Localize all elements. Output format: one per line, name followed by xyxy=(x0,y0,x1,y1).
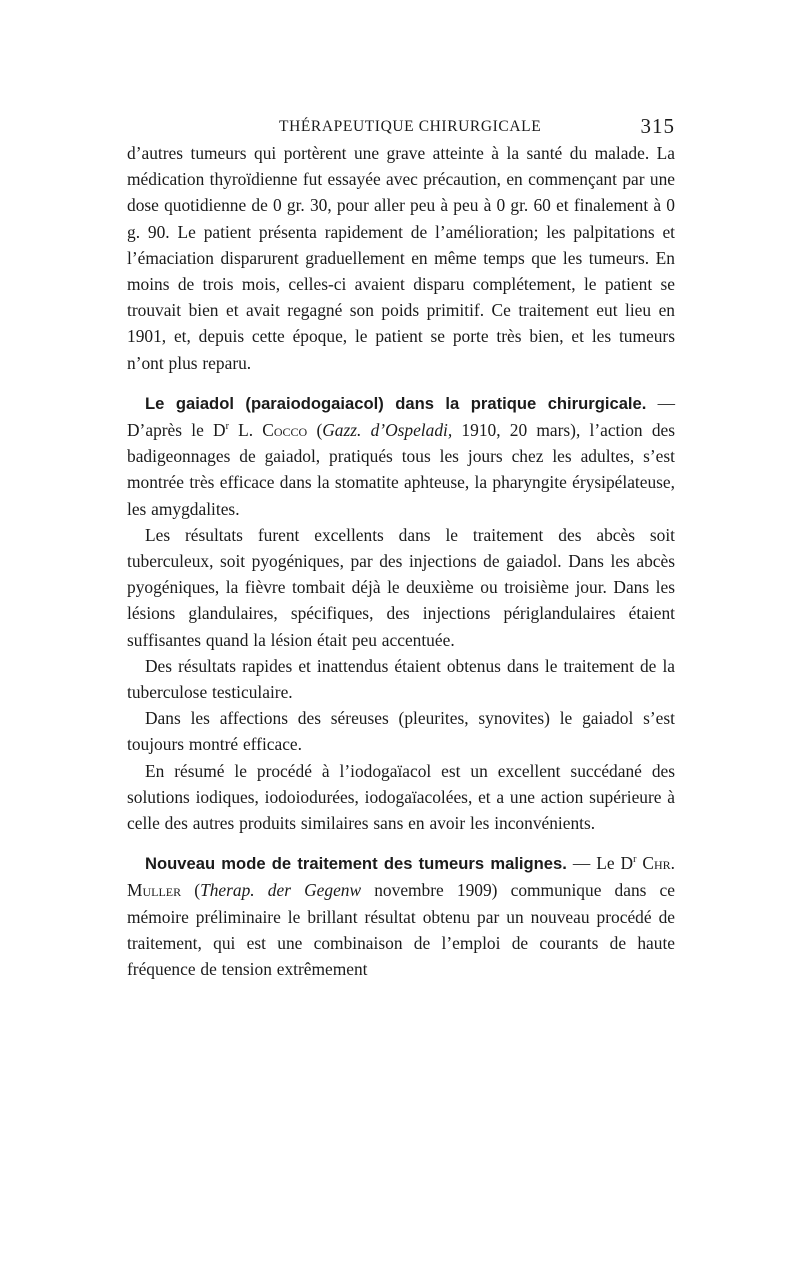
title-dash: — xyxy=(646,392,675,413)
journal-title: Therap. der Gegenw xyxy=(200,880,362,901)
book-page xyxy=(127,106,675,982)
paragraph-sereuses: Dans les affections des séreuses (pleurites, synovites) le gaiadol s’est toujours montré efficace. xyxy=(127,708,675,755)
section-gaiadol-intro xyxy=(127,390,675,522)
dr-superscript: r xyxy=(225,421,229,433)
paragraph-resume: En résumé le procédé à l’iodogaïacol est un excellent succédané des solutions iodiques, iodoiodurées, iodogaïacolées, et a une action supérieure à celle des autres produits similaires sans en avoir les inconvénients. xyxy=(127,760,675,834)
title-dash: — xyxy=(566,853,597,874)
reference-open: ( xyxy=(307,420,323,441)
running-title: THÉRAPEUTIQUE CHIRURGICALE xyxy=(279,118,542,135)
author-name: Chr. Muller xyxy=(127,853,676,901)
intro-text: Le D xyxy=(596,853,634,874)
paragraph-continued: d’autres tumeurs qui portèrent une grave atteinte à la santé du malade. La médication thyroïdienne fut essayée avec précaution, en commençant par une dose quotidienne de 0 gr. 30, pour aller peu à peu à 0 gr. 60 et finalement à 0 g. 90. Le patient présenta rapidement de l’amélioration; les palpitations et l’émaciation disparurent graduellement en même temps que les tumeurs. En moins de trois mois, celles-ci avaient disparu complétement, le patient se trouvait bien et avait regagné son poids primitif. Ce traitement eut lieu en 1901, et, depuis cette époque, le patient se porte très bien, et les tumeurs n’ont plus reparu. xyxy=(127,143,675,373)
section-title-tumeurs: Nouveau mode de traitement des tumeurs malignes. xyxy=(145,854,567,874)
intro-text: D’après le D xyxy=(127,420,226,441)
intro-rest: novembre 1909) communique dans ce mémoire préliminaire le brillant résultat obtenu par un nouveau procédé de traitement, qui est une combinaison de l’emploi de courants de haute fréquence de tension extrêmement xyxy=(127,880,675,980)
section-title-gaiadol: Le gaiadol (paraiodogaiacol) dans la pratique chirurgicale. xyxy=(145,393,647,413)
journal-title: Gazz. d’Ospeladi, xyxy=(322,420,453,441)
reference-open: ( xyxy=(181,880,201,901)
intro-rest: 1910, 20 mars), l’action des badigeonnages de gaiadol, pratiqués tous les jours chez les adultes, s’est montrée très efficace dans la stomatite aphteuse, la pharyngite érysipélateuse, les amygdalites. xyxy=(127,420,675,519)
page-number: 315 xyxy=(640,114,675,138)
dr-superscript: r xyxy=(633,854,637,866)
paragraph-abces: Les résultats furent excellents dans le traitement des abcès soit tuberculeux, soit pyogéniques, par des injections de gaiadol. Dans les abcès pyogéniques, la fièvre tombait déjà le deuxième ou troisième jour. Dans les lésions glandulaires, spécifiques, des injections périglandulaires étaient suffisantes quand la lésion était peu accentuée. xyxy=(127,524,675,650)
section-tumeurs-intro xyxy=(127,850,675,982)
running-header xyxy=(127,106,675,140)
paragraph-tuberculose: Des résultats rapides et inattendus étaient obtenus dans le traitement de la tuberculose testiculaire. xyxy=(127,655,675,703)
author-name: L. Cocco xyxy=(228,420,308,441)
